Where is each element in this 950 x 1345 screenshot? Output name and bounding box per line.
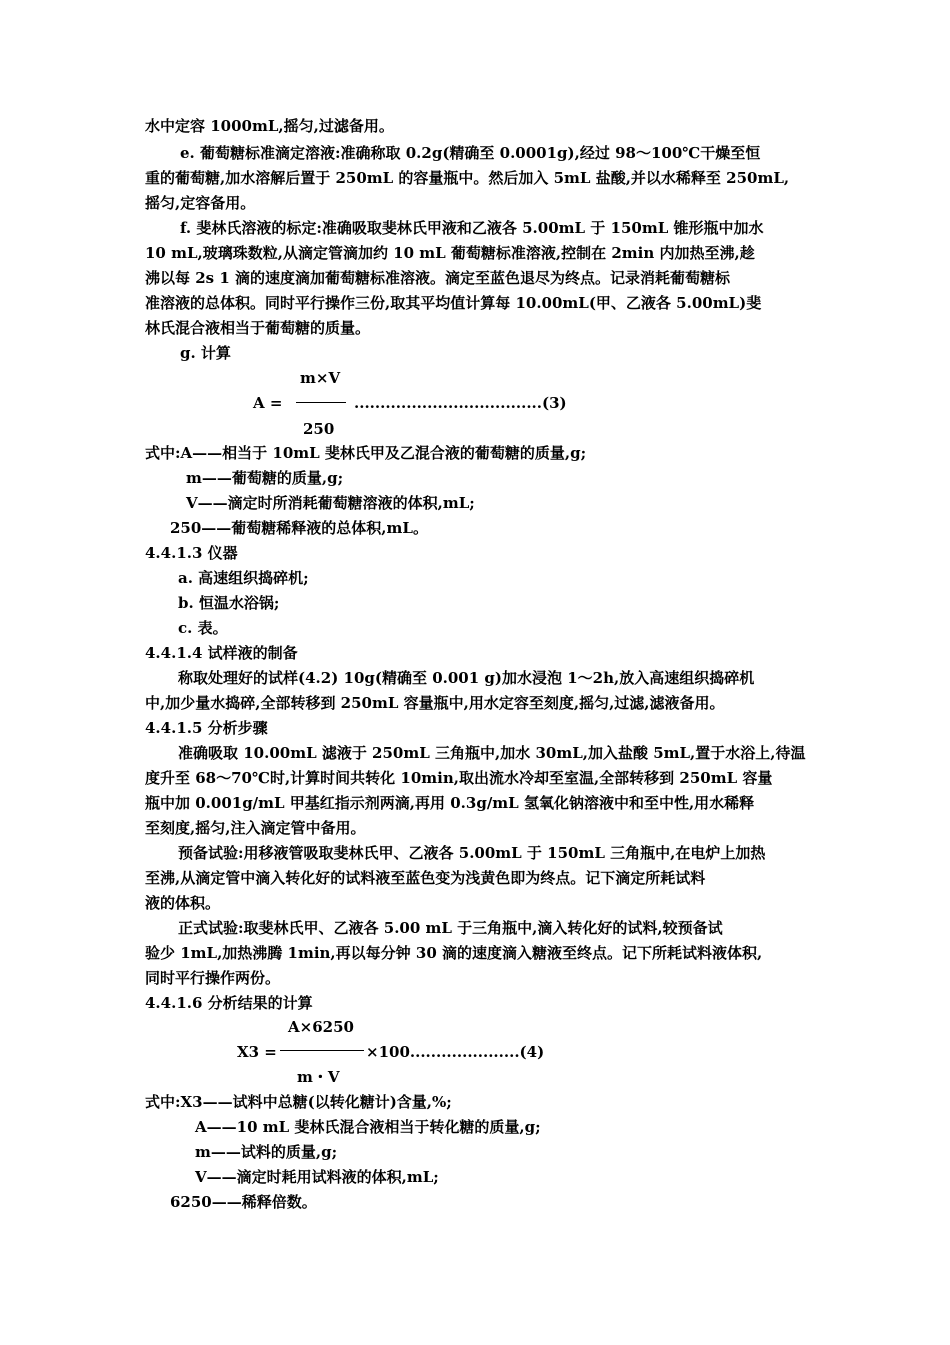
section-heading: 4.4.1.5 分析步骤 — [145, 719, 268, 737]
text-line: g. 计算 — [180, 344, 231, 362]
formula-dots: ×100.....................(4) — [366, 1043, 545, 1061]
text-line: f. 斐林氏溶液的标定:准确吸取斐林氏甲液和乙液各 5.00mL 于 150mL 锥形瓶中加水 — [180, 219, 764, 237]
formula-dots: ....................................(3) — [354, 394, 567, 412]
fraction-bar — [296, 402, 346, 403]
section-heading: 4.4.1.6 分析结果的计算 — [145, 994, 313, 1012]
text-line: 摇匀,定容备用。 — [145, 194, 256, 212]
text-line: V——滴定时所消耗葡萄糖溶液的体积,mL; — [186, 494, 475, 512]
fraction-bar — [280, 1050, 364, 1051]
text-line: 称取处理好的试样(4.2) 10g(精确至 0.001 g)加水浸泡 1～2h,放入高速组织捣碎机 — [178, 669, 755, 687]
formula-numerator: A×6250 — [288, 1018, 354, 1036]
text-line: m——试料的质量,g; — [195, 1143, 338, 1161]
text-line: 准确吸取 10.00mL 滤液于 250mL 三角瓶中,加水 30mL,加入盐酸 5mL,置于水浴上,待温 — [178, 744, 806, 762]
text-line: 250——葡萄糖稀释液的总体积,mL。 — [170, 519, 428, 537]
list-item: a. 高速组织捣碎机; — [178, 569, 309, 587]
text-line: 同时平行操作两份。 — [145, 969, 281, 987]
section-heading: 4.4.1.3 仪器 — [145, 544, 238, 562]
section-heading: 4.4.1.4 试样液的制备 — [145, 644, 298, 662]
text-line: 10 mL,玻璃珠数粒,从滴定管滴加约 10 mL 葡萄糖标准溶液,控制在 2min 内加热至沸,趁 — [145, 244, 755, 262]
formula-denominator: 250 — [303, 420, 335, 438]
text-line: 中,加少量水捣碎,全部转移到 250mL 容量瓶中,用水定容至刻度,摇匀,过滤,滤液备用。 — [145, 694, 725, 712]
text-line: 重的葡萄糖,加水溶解后置于 250mL 的容量瓶中。然后加入 5mL 盐酸,并以水稀释至 250mL, — [145, 169, 790, 187]
text-line: 至刻度,摇匀,注入滴定管中备用。 — [145, 819, 366, 837]
formula-lhs: X3 = — [237, 1043, 277, 1061]
text-line: 林氏混合液相当于葡萄糖的质量。 — [145, 319, 371, 337]
text-line: 式中:X3——试料中总糖(以转化糖计)含量,%; — [145, 1093, 452, 1111]
text-line: m——葡萄糖的质量,g; — [186, 469, 344, 487]
text-line: 沸以每 2s 1 滴的速度滴加葡萄糖标准溶液。滴定至蓝色退尽为终点。记录消耗葡萄糖标 — [145, 269, 730, 287]
text-line: 准溶液的总体积。同时平行操作三份,取其平均值计算每 10.00mL(甲、乙液各 5.00mL)斐 — [145, 294, 762, 312]
text-line: 度升至 68～70℃时,计算时间共转化 10min,取出流水冷却至室温,全部转移到 250mL 容量 — [145, 769, 773, 787]
text-line: A——10 mL 斐林氏混合液相当于转化糖的质量,g; — [195, 1118, 541, 1136]
text-line: 6250——稀释倍数。 — [170, 1193, 317, 1211]
text-line: 至沸,从滴定管中滴入转化好的试料液至蓝色变为浅黄色即为终点。记下滴定所耗试料 — [145, 869, 706, 887]
text-line: 验少 1mL,加热沸腾 1min,再以每分钟 30 滴的速度滴入糖液至终点。记下所耗试料液体积, — [145, 944, 763, 962]
formula-numerator: m×V — [300, 369, 341, 387]
text-line: 水中定容 1000mL,摇匀,过滤备用。 — [145, 117, 394, 135]
text-line: 液的体积。 — [145, 894, 221, 912]
text-line: V——滴定时耗用试料液的体积,mL; — [195, 1168, 439, 1186]
text-line: 预备试验:用移液管吸取斐林氏甲、乙液各 5.00mL 于 150mL 三角瓶中,在电炉上加热 — [178, 844, 766, 862]
list-item: c. 表。 — [178, 619, 228, 637]
text-line: e. 葡萄糖标准滴定溶液:准确称取 0.2g(精确至 0.0001g),经过 98～100℃干燥至恒 — [180, 144, 761, 162]
list-item: b. 恒温水浴锅; — [178, 594, 280, 612]
text-line: 瓶中加 0.001g/mL 甲基红指示剂两滴,再用 0.3g/mL 氢氧化钠溶液中和至中性,用水稀释 — [145, 794, 755, 812]
formula-denominator: m・V — [297, 1068, 340, 1086]
text-line: 正式试验:取斐林氏甲、乙液各 5.00 mL 于三角瓶中,滴入转化好的试料,较预备试 — [178, 919, 723, 937]
text-line: 式中:A——相当于 10mL 斐林氏甲及乙混合液的葡萄糖的质量,g; — [145, 444, 587, 462]
formula-lhs: A = — [253, 394, 283, 412]
